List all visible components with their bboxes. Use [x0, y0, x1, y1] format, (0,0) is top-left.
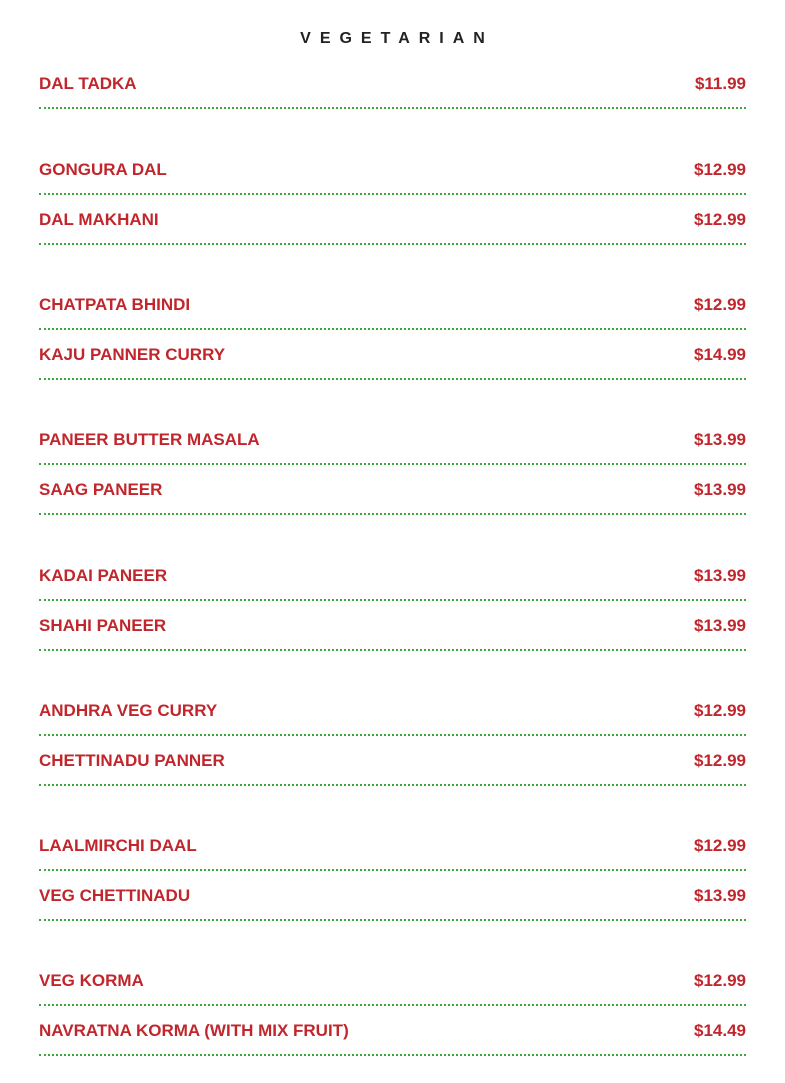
item-name: CHATPATA BHINDI — [39, 295, 191, 314]
menu-item — [39, 565, 746, 603]
item-price: $12.99 — [694, 295, 746, 314]
item-divider — [39, 243, 746, 245]
item-name: LAALMIRCHI DAAL — [39, 836, 197, 855]
item-divider — [39, 193, 746, 195]
item-divider — [39, 599, 746, 601]
item-name: SAAG PANEER — [39, 480, 163, 499]
item-divider — [39, 784, 746, 786]
item-price: $12.99 — [694, 971, 746, 990]
item-name: DAL MAKHANI — [39, 210, 159, 229]
item-divider — [39, 649, 746, 651]
item-divider — [39, 107, 746, 109]
item-name: PANEER BUTTER MASALA — [39, 430, 260, 449]
item-divider — [39, 513, 746, 515]
item-divider — [39, 1004, 746, 1006]
menu-item — [39, 970, 746, 1008]
menu-item — [39, 344, 746, 382]
menu-item — [39, 429, 746, 467]
item-divider — [39, 869, 746, 871]
item-price: $12.99 — [694, 210, 746, 229]
menu-item — [39, 294, 746, 332]
menu-item — [39, 750, 746, 788]
menu-item — [39, 479, 746, 517]
item-price: $12.99 — [694, 751, 746, 770]
menu-item — [39, 835, 746, 873]
item-name: CHETTINADU PANNER — [39, 751, 225, 770]
item-name: VEG KORMA — [39, 971, 144, 990]
item-divider — [39, 919, 746, 921]
item-name: KADAI PANEER — [39, 566, 168, 585]
section-title: VEGETARIAN — [300, 30, 494, 47]
item-price: $12.99 — [694, 160, 746, 179]
item-divider — [39, 378, 746, 380]
item-name: NAVRATNA KORMA (WITH MIX FRUIT) — [39, 1021, 349, 1040]
item-name: DAL TADKA — [39, 74, 137, 93]
item-name: GONGURA DAL — [39, 160, 167, 179]
menu-item — [39, 700, 746, 738]
item-divider — [39, 328, 746, 330]
menu-item — [39, 159, 746, 197]
item-price: $14.49 — [694, 1021, 746, 1040]
item-price: $13.99 — [694, 886, 746, 905]
item-price: $13.99 — [694, 480, 746, 499]
item-name: ANDHRA VEG CURRY — [39, 701, 218, 720]
item-price: $13.99 — [694, 566, 746, 585]
item-price: $13.99 — [694, 430, 746, 449]
item-divider — [39, 734, 746, 736]
item-divider — [39, 463, 746, 465]
menu-item — [39, 209, 746, 247]
item-divider — [39, 1054, 746, 1056]
item-price: $11.99 — [694, 74, 746, 93]
item-name: KAJU PANNER CURRY — [39, 345, 226, 364]
menu-item — [39, 615, 746, 653]
item-price: $12.99 — [694, 701, 746, 720]
menu-item — [39, 885, 746, 923]
menu-list — [39, 0, 746, 1083]
item-name: SHAHI PANEER — [39, 616, 167, 635]
item-name: VEG CHETTINADU — [39, 886, 191, 905]
menu-item — [39, 1020, 746, 1058]
item-price: $14.99 — [694, 345, 746, 364]
item-price: $12.99 — [694, 836, 746, 855]
menu-item — [39, 73, 746, 111]
item-price: $13.99 — [694, 616, 746, 635]
